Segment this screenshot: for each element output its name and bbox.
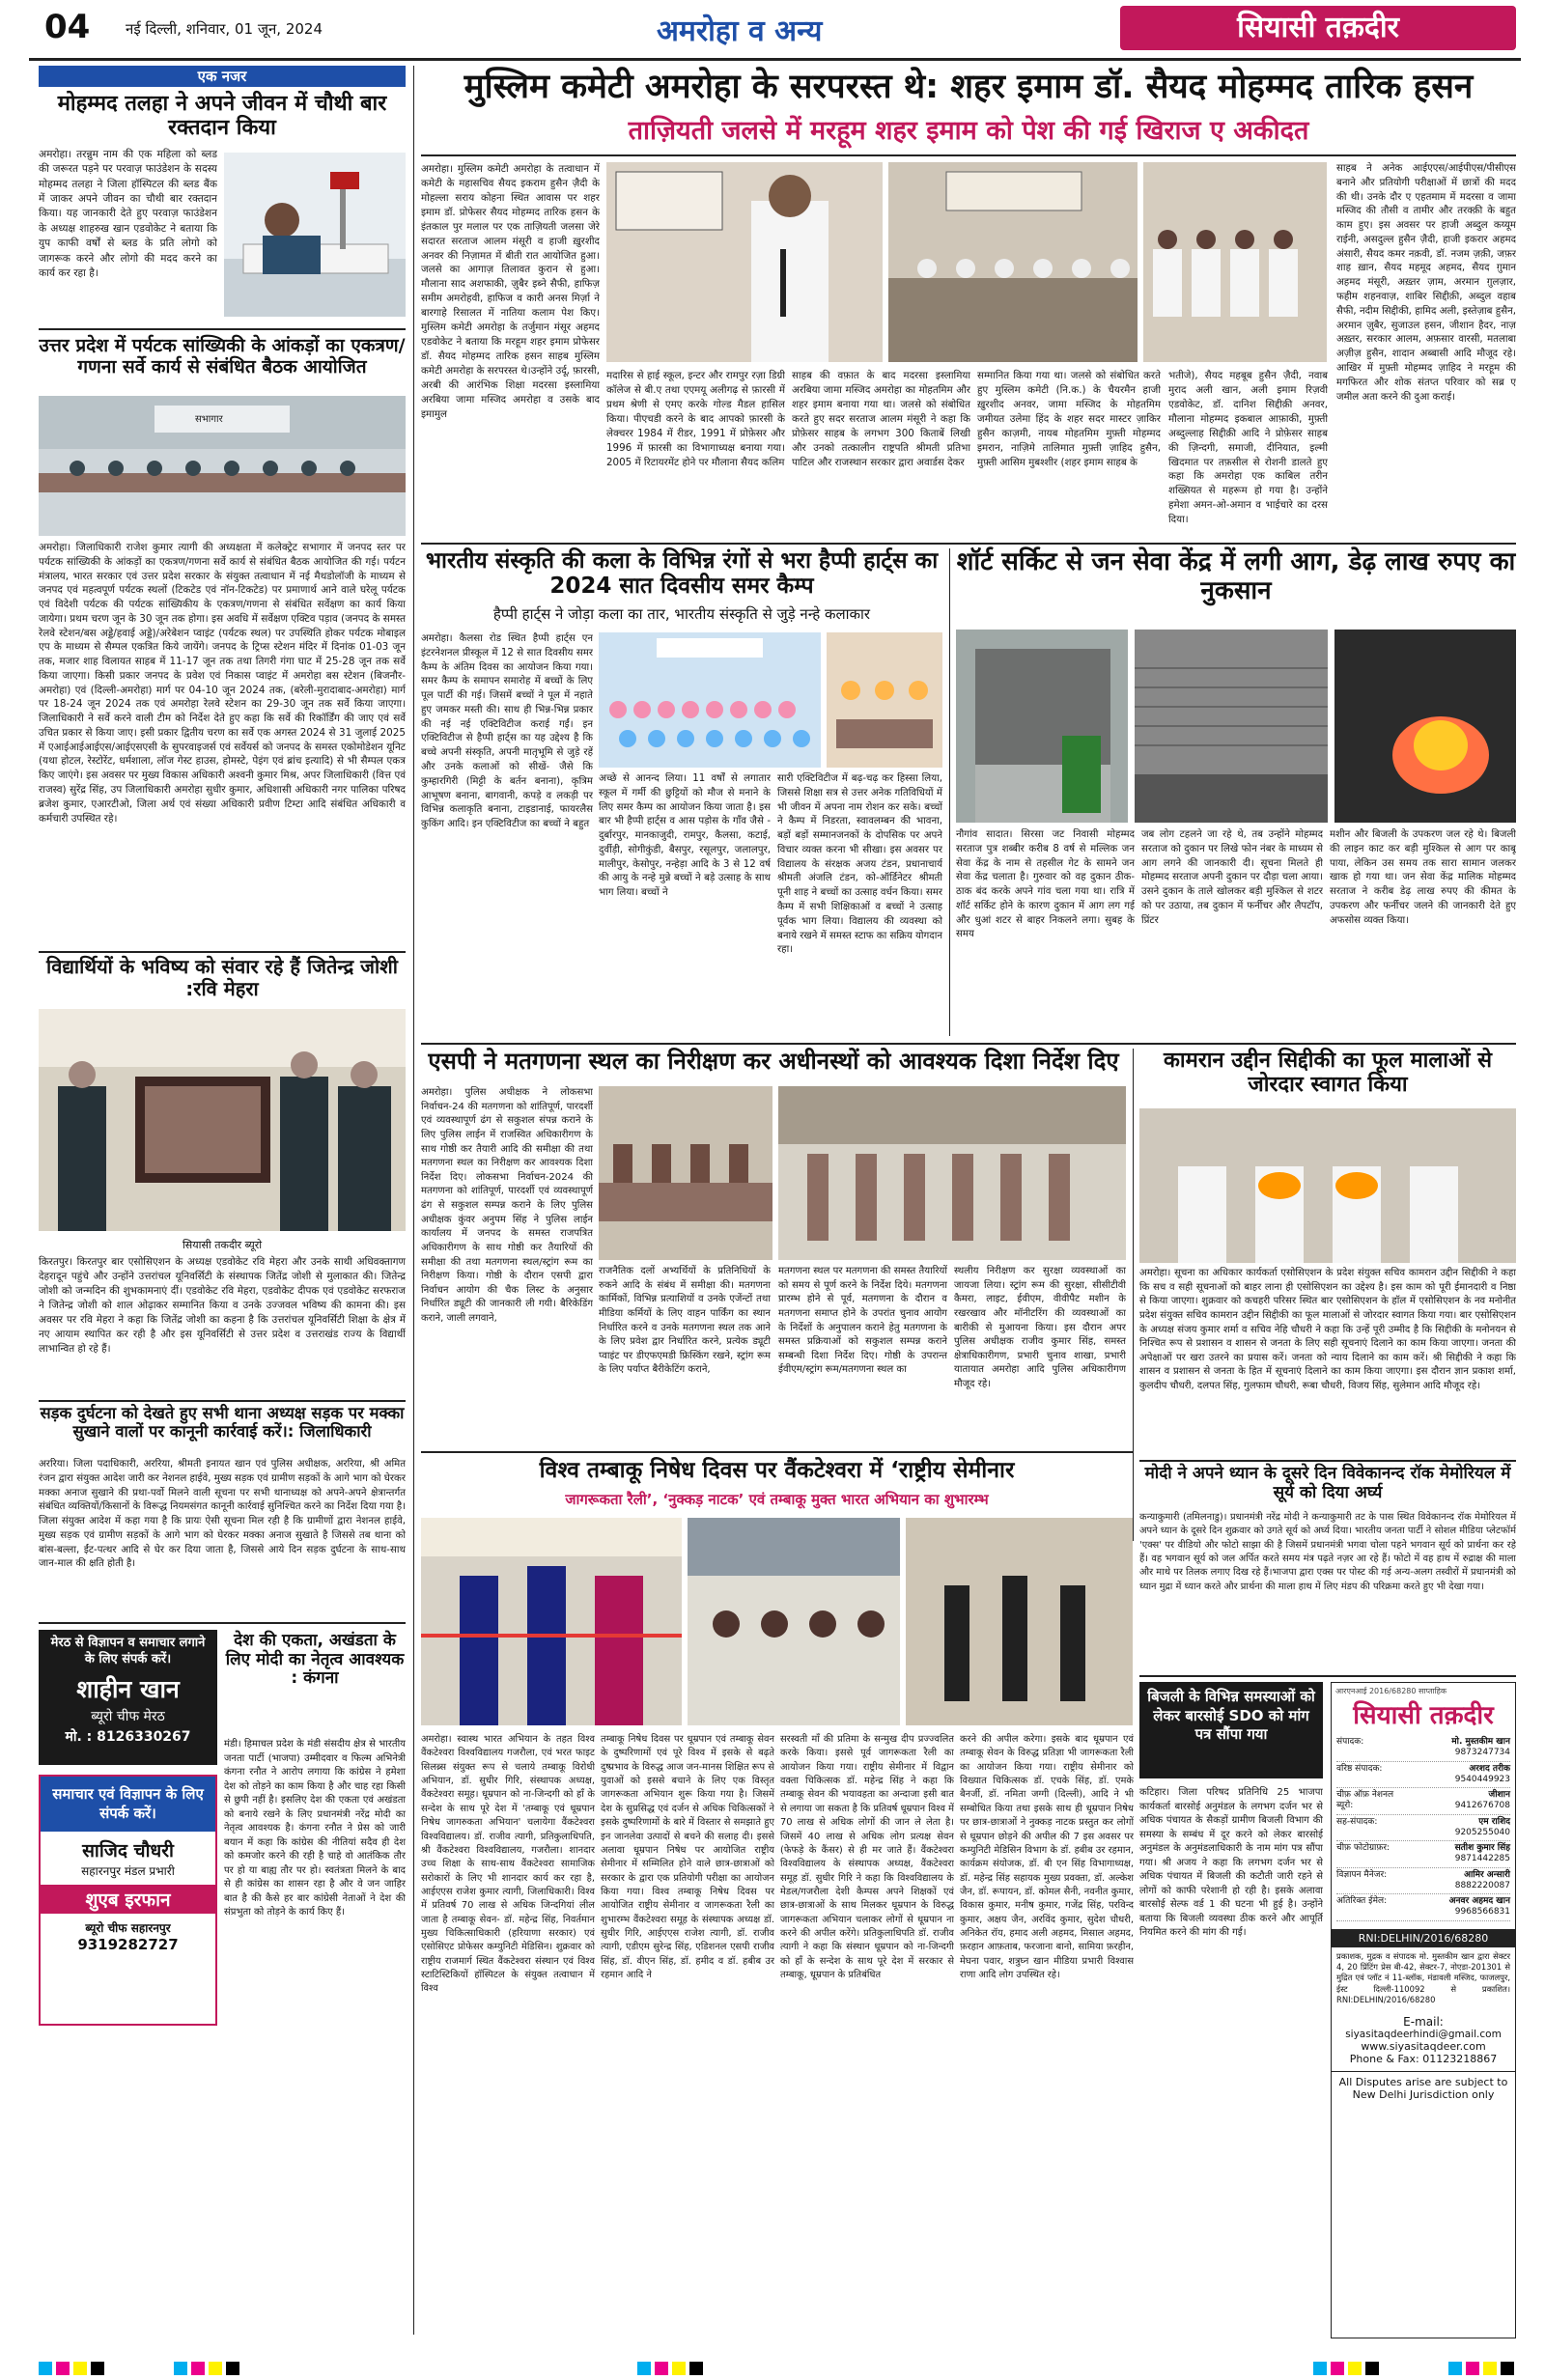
police-meeting-illustration: [599, 1086, 772, 1260]
lead-col6: साहब ने अनेक आईएएस/आईपीएस/पीसीएस बनाने और प्रतियोगी परीक्षाओं में छात्रों की मदद की थी। उनके दौर ए एहतमाम में मदरसा व जामा मस्जिद की तौसी व तामीर और तरक्क़ी के बहुत काम हुए। इस अवसर पर हाजी अब्दुल कय्यूम राईनी, असदुल्ल हुसैन ज़ैदी, हाजी इकरार अहमद अंसारी, सैयद कमर नक़वी, डॉ. नजम ज़क़ी, जफ़र शाह ख़ान, सैयद महमूद अहमद, सैयद ग़ुमान अहमद मंसूरी, अख़्तर ज़ाम, अरमान ग़ुलज़ार, फहीम शहनवाज़, शाबिर सिद्दीक़ी, अब्दुल वहाब सैफी, नदीम सिद्दीकी, हामिद अली, इस्तेज़ाब हुसैन, अरमान ज़ुबैर, सुजाउल हसन, जीशान हैदर, नाज़ अख़्तर, सरकार आलम, अफ़सार वारसी, मतलाबा अज़ीज़ हुसैन, शादान अब्बासी आदि मौजूद रहे। आखिर में मुफ़्ती मोहम्मद ज़ाहिद ने मरहूम की मगफिरत और शोक संतप्त परिवार को सब्र ए जमील अता करने की दुआ कराई।: [1336, 163, 1516, 403]
registration-marks: [0, 2358, 1545, 2379]
sp-col1: अमरोहा। पुलिस अधीक्षक ने लोकसभा निर्वाचन-24 की मतगणना को शांतिपूर्ण, पारदर्शी एवं व्यवस्थापूर्ण ढंग से सकुशल संपन्न कराने के लिए पुलिस लाईन में राजस्वित अधिकारीगण के साथ गोष्ठी कर तैयारी आदि की समीक्षा की तथा मतगणना स्थल का निरीक्षण कर आवश्यक दिशा निर्देश दिए। लोकसभा निर्वाचन-2024 की मतगणना को शांतिपूर्ण, पारदर्शी एवं व्यवस्थापूर्ण ढंग से सकुशल सम्पन्न कराने के लिए पुलिस अधीक्षक कुंवर अनुपम सिंह ने पुलिस लाईन कार्यालय में जनपद के समस्त राजपत्रित अधिकारीगण के साथ गोष्ठी कर तैयारियों की समीक्षा की तथा मतगणना स्थल/स्ट्रांग रूम का निरीक्षण किया। गोष्ठी के दौरान एसपी द्वारा निर्वाचन आयोग की चैक लिस्ट के अनुसार निर्धारित ड्यूटी की जानकारी ली गयी। बैरिकेडिंग कराने, जाली लगवाने,: [421, 1087, 593, 1324]
short-col2: जब लोग टहलने जा रहे थे, तब उन्होंने मोहम्मद सरताज को दुकान पर लिखे फोन नंबर के माध्यम से आग लगने की जानकारी दी। सूचना मिलते ही मोहम्मद सरताज अपनी दुकान पर दौड़ा चला आया। उसने दुकान के ताले खोलकर बड़ी मुश्किल से शटर को पर उठाया, तब दुकान में फर्नीचर और लैपटॉप, प्रिंटर: [1141, 829, 1323, 926]
imprint-name: अनवर अहमद खान: [1448, 1896, 1510, 1906]
ad-shaheen-line1: मेरठ से विज्ञापन व समाचार लगाने के लिए संपर्क करें।: [50, 1636, 206, 1666]
imprint-name: सतीश कुमार सिंह: [1454, 1843, 1510, 1853]
happy-col2: अच्छे से आनन्द लिया। 11 वर्षों से लगातार स्कूल में गर्मी की छुट्टियों को मौज से मनाने के लिए समर कैम्प का आयोजन किया जाता है। इस बार भी हैप्पी हार्ट्स व आस पड़ोस के गाँव जैसे - दुर्बारपुर, मानकाजुदी, रामपुर, कैलसा, कटाई, दुर्वीड़ी, सोगीकुंडी, बैसपुर, रसूलपुर, जलालपुर, मालीपुर, केसोपुर, नन्हेड़ा आदि के 3 से 12 वर्ष की आयु के नन्हे मुन्ने बच्चों ने बड़े उत्साह के साथ भाग लिया। बच्चों ने: [599, 773, 771, 899]
imprint-phone-number: 9412676708: [1454, 1801, 1510, 1811]
imprint-website[interactable]: www.siyasitaqdeer.com: [1361, 2040, 1486, 2054]
imprint-name: मो. मुस्तकीम खान: [1451, 1737, 1510, 1747]
imprint-row: [1336, 1815, 1510, 1842]
tambaku-photo-2: [688, 1518, 900, 1725]
tambaku-col3: सरस्वती माँ की प्रतिमा के सन्मुख दीप प्रज्ज्वलित करके किया। इससे पूर्व जागरूकता रैली का आयोजन किया गया। राष्ट्रीय सेमीनार में विद्वान वक्ता चिकित्सक डॉ. महेन्द्र सिंह ने कहा कि तम्बाकू सेवन की भयावहता का अन्दाजा इसी बात से लगाया जा सकता है कि प्रतिवर्ष धूम्रपान विश्व में 70 लाख से अधिक लोगों की जान ले लेता है। जिसमें 40 लाख से अधिक लोग प्रत्यक्ष सेवन (फेफड़े के कैंसर) से ही मर जाते हैं। वैंकटेश्वरा विश्वविद्यालय के संस्थापक अध्यक्ष, वैंकटेश्वरा समूह डॉ. सुधीर गिरि ने कहा कि विश्वविद्यालय के मेडल/गजरौला देशी कैम्पस अपने शिक्षकों एवं छात्र-छात्राओं के साथ मिलकर धूम्रपान के विरुद्ध जागरूकता अभियान चलाकर लोगों से धूम्रपान ना करने की अपील करेंगे। प्रतिकुलाधिपति डॉ. राजीव त्यागी ने कहा कि संस्थान धूम्रपान को ना-जिन्दगी को हाँ के सन्देश के साथ पूरे देश में सरकार से तम्बाकू, धूम्रपान के प्रतिबंधित: [780, 1734, 954, 1981]
tambaku-photo-3: [906, 1518, 1133, 1725]
lead-col4: सम्मानित किया गया था। जलसे को संबोधित करते हुए मुस्लिम कमेटी (नि.क.) के चैयरमैन हाजी ख़ुरशीद अनवर, जामा मस्जिद के मोहतमिम जमीयत उलेमा हिंद के शहर सदर मास्टर ज़ाकिर हुसैन काज़मी, नायब मोहतमिम मुफ़्ती मोहम्मद इमरान, नाज़िमे तालिमात मुफ़्ती ज़ाहिद हुसैन, मुफ़्ती आसिम मुबश्शीर (शहर इमाम साहब के: [977, 370, 1161, 468]
kids-crafts-illustration: [827, 632, 942, 768]
ek-nazar-body: अमरोहा। तरन्नुम नाम की एक महिला को ब्लड की जरूरत पड़ने पर परवाज़ फाउंडेशन के सदस्य मोहम्मद तलहा ने जिला हॉस्पिटल की ब्लड बैंक में जाकर अपने जीवन का चौथी बार रक्तदान किया। यह जानकारी देते हुए परवाज़ फाउंडेशन के अध्यक्ष शाहरुख खान एडवोकेट ने बताया कि युप काफी वर्षों से ब्लड के प्रति लोगो को जागरूक करने और लोगो की मदद करने का कार्य कर रहा है।: [39, 149, 217, 279]
short-photo-2: [1135, 630, 1328, 823]
imprint-phone-number: 9968566831: [1454, 1907, 1510, 1918]
short-photo-3: [1334, 630, 1516, 823]
imprint-person: [1413, 1764, 1510, 1786]
rule: [421, 1451, 1133, 1453]
tambaku-col2: तम्बाकू निषेध दिवस पर धूम्रपान एवं तम्बाकू सेवन के दुष्परिणामों एवं पूरे विश्व में इसके से बढ़ते दुष्प्रभाव के विरुद्ध आज जन-मानस शिक्षित रूप से युवाओं को इससे बचाने के लिए एक विस्तृत जागरूकता अभियान शुरू किया गया है। जिसमें देश के सुप्रसिद्ध एवं दर्जन से अधिक चिकित्सकों ने इसके दुष्परिणामों के बारे में विस्तार से समझाते हुए इन जानलेवा उत्पादों से बचने की सलाह दी। इससे अलावा धूम्रपान निषेध पर आयोजित राष्ट्रीय सेमीनार में सम्मिलित होने वाले छात्र-छात्राओं को सरकार के द्वारा एक प्रतियोगी परीक्षा का आयोजन किया गया। विश्व तम्बाकू निषेध दिवस पर आयोजित राष्ट्रीय सेमीनार व जागरूकता रैली का शुभारम्भ वैंकटेश्वरा समूह के संस्थापक अध्यक्ष डॉ. सुधीर गिरि, आईएएस राजेश त्यागी, डॉ. राजीव त्यागी, एडीएम सुरेन्द्र सिंह, एडिशनल एसपी राजीव सिंह, डॉ. वीएन सिंह, डॉ. हमीद व डॉ. हबीब उर रहमान आदि ने: [601, 1734, 774, 1981]
imprint-role: वरिष्ठ संपादक:: [1336, 1763, 1383, 1774]
kamran-body: अमरोहा। सूचना का अधिकार कार्यकर्ता एसोसिएशन के प्रदेश संयुक्त सचिव कामरान उद्दीन सिद्दीकी ने कहा कि सच व सही सूचनाओं को बाहर लाना ही एसोसिएशन का उद्देश्य है। इस काम को पूरी ईमानदारी व निष्ठा से किया जाएगा। शुक्रवार को कचहरी परिसर स्थित बार एसोसिएशन के हॉल में एसोसिएशन के नव मनोनीत प्रदेश संयुक्त सचिव कामरान उद्दीन सिद्दीकी का फूल मालाओं से जोरदार स्वागत किया गया। बार एसोसिएशन के अध्यक्ष संजय कुमार शर्मा व सचिव नेहि चौधरी ने कहा कि उन्हें पूरी उम्मीद है कि सिद्दीकी के मनोनयन से निश्चित रूप से प्रशासन व शासन से जनता के लिए सही सूचनाएं दिलाने का काम किया जाएगा। जनता की अपेक्षाओं पर खरा उतरने का प्रयास करें। जनता को न्याय दिलाने का काम करें। श्री सिद्दीकी ने कहा कि शासन व प्रशासन से जनता के हित में सूचनाएं दिलाने का काम किया जाएगा। इस दौरान ज्ञान प्रकाश शर्मा, कुलदीप चौधरी, दलपत सिंह, गुलफाम चौधरी, रूबा चौधरी, विजय सिंह, सुलेमान आदि मौजूद रहे।: [1139, 1268, 1516, 1391]
ad-sajid-name1: साजिद चौधरी: [82, 1839, 174, 1862]
ek-nazar-headline: मोहम्मद तलहा ने अपने जीवन में चौथी बार रक्तदान किया: [57, 92, 387, 141]
rule: [1133, 1049, 1134, 1541]
brand-banner: [1120, 6, 1516, 50]
imprint-row: [1336, 1894, 1510, 1921]
imprint-role: संपादक:: [1336, 1737, 1364, 1747]
masthead-rule: [29, 58, 1521, 61]
imprint-person: [1413, 1790, 1510, 1812]
imprint-brand: सियासी तक़दीर: [1353, 1701, 1494, 1730]
color-registration-strip: [0, 2358, 1545, 2379]
vidyarthi-body: किरतपुर। किरतपुर बार एसोसिएशन के अध्यक्ष एडवोकेट रवि मेहरा और उनके साथी अधिवक्तागण देहरादून पहुंचे और उन्होंने उत्तरांचल यूनिवर्सिटी के संस्थापक जितेंद्र जोशी से मुलाकात की। जितेन्द्र जोशी को जन्मदिन की शुभकामनाएं दीं। एडवोकेट रवि मेहरा, एडवोकेट दीपक एवं एडवोकेट सरफराज ने जितेन्द्र जोशी को शाल ओढ़ाकर सम्मानित किया व उनके उज्जवल भविष्य की कामना की। इस अवसर पर रवि मेहरा ने कहा कि जितेंद्र जोशी का कहना है कि उत्तरांचल यूनिवर्सिटी शिक्षा के क्षेत्र में नए आयाम स्थापित कर रही है और इस यूनिवर्सिटी से उत्तर प्रदेश व उत्तराखंड राज्य के विद्यार्थी लाभान्वित हो रहे हैं।: [39, 1256, 406, 1356]
imprint-role: चीफ़ फोटोग्राफ़र:: [1336, 1843, 1390, 1853]
ad-sajid: [39, 1775, 217, 2026]
rule: [413, 66, 414, 2335]
sp-photo-2: [778, 1086, 1126, 1260]
sadak-headline: सड़क दुर्घटना को देखते हुए सभी थाना अध्यक्ष सड़क पर मक्का सुखाने वालों पर कानूनी कार्रवाई करें।: जिलाधिकारी: [40, 1404, 405, 1441]
short-headline: शॉर्ट सर्किट से जन सेवा केंद्र में लगी आग, डेढ़ लाख रुपए का नुकसान: [956, 547, 1516, 605]
lead-photo-1: [606, 162, 883, 362]
imprint-role: अतिरिक्त ईमेल:: [1336, 1896, 1388, 1906]
happy-photo-2: [827, 632, 942, 768]
short-col1: नौगांव सादात। सिरसा जट निवासी मोहम्मद सरताज पुत्र शब्बीर करीब 8 वर्ष से मल्लिक जन सेवा केंद्र के नाम से तहसील गेट के सामने जन सेवा केंद्र चलाता है। गुरुवार को वह दुकान ठीक-ठाक बंद करके अपने गांव चला गया था। रात्रि में शॉर्ट सर्किट होने के कारण दुकान में आग लग गई और धुआं शटर से बाहर निकलने लगा। सुबह के समय: [956, 829, 1135, 940]
lead-col3: साहब की वफ़ात के बाद मदरसा इस्लामिया अरबिया जामा मस्जिद अमरोहा का मोहतमिम और शहर इमाम बनाया गया था। जलसे को संबोधित करते हुए सदर सरताज आलम मंसूरी ने कहा कि प्रोफ़ेसर साहब के लगभग 300 किताबें लिखी और उनको तत्कालीन राष्ट्रपति श्रीमती प्रतिभा पाटिल और राजस्थान सरकार द्वारा अवार्डस देकर: [792, 370, 970, 468]
blood-donation-illustration: [224, 153, 406, 317]
imprint-name: अरशद तरीक: [1469, 1763, 1510, 1774]
vidyarthi-headline: विद्यार्थियों के भविष्य को संवार रहे हैं जितेन्द्र जोशी :रवि मेहरा: [46, 955, 398, 1000]
tambaku-photo-1: [421, 1518, 682, 1725]
lead-headline: मुस्लिम कमेटी अमरोहा के सरपरस्त थे: शहर इमाम डॉ. सैयद मोहम्मद तारिक हसन: [464, 68, 1474, 106]
ad-sajid-title1: सहारनपुर मंडल प्रभारी: [81, 1863, 175, 1878]
happy-col1: अमरोहा। कैलसा रोड स्थित हैप्पी हार्ट्स एन इंटरनेशनल प्रीस्कूल में 12 से सात दिवसीय समर कैम्प के अंतिम दिवस का आयोजन किया गया। समर कैम्प के समापन समारोह में बच्चों के लिए पूल पार्टी की गई। जिसमें बच्चों ने पूल में नहाते हुए जमकर मस्ती की। साथ ही भिन्न-भिन्न प्रकार की नई नई एक्टिविटीज कराई गईं। इन एक्टिविटीज से हैप्पी हार्ट्स का यह उद्देश्य है कि बच्चे अपनी संस्कृति, अपनी मातृभूमि से जुड़े रहें और उनके कलाओं को सीखें- जैसे कि कुम्हारगिरी (मिट्टी के बर्तन बनाना), कृत्रिम आभूषण बनाना, बागवानी, कपड़े व लकड़ी पर विभिन्न कलाकृति बनाना, टाइडानाई, फायरलैस कुकिंग आदि। इन एक्टिविटीज का बच्चों ने बहुत: [421, 633, 593, 830]
vidyarthi-photo-credit: सियासी तकदीर ब्यूरो: [182, 1239, 263, 1251]
shutter-illustration: [1135, 630, 1328, 823]
lead-col1: अमरोहा। मुस्लिम कमेटी अमरोहा के तत्वाधान में कमेटी के महासचिव सैयद इकराम हुसैन ज़ैदी के मोहल्ला सराय कोहना स्थित आवास पर शहर इमाम डॉ. प्रोफेसर सैयद मोहम्मद तारिक हसन के इंतकाल पुर मलाल पर एक ताज़ियती जलसा जेरे सदारत सरताज आलम मंसूरी व हाजी ख़ुरशीद अनवर की निज़ामत में बीती रात आयोजित हुआ। जलसे का आगाज़ तिलावत कुरान से हुआ। मौलाना साद अशफाकी, ज़ुबैर इब्ने सैफी, हाफिज़ समीम अमरोहवी, हाफिज व कारी अनस मिर्ज़ा ने बारगाहे रिसालत में नातिया कलाम पेश किए। मुस्लिम कमेटी अमरोहा के तर्जुमान मंसूर अहमद एडवोकेट ने बताया कि मरहूम शहर इमाम प्रोफेसर डॉ. सैयद मोहम्मद तारिक हसन साहब मुस्लिम कमेटी अमरोहा के सरपरस्त थे।उन्होंने उर्दू, फ़ारसी, अरबी की आरंभिक शिक्षा मदरसा इस्लामिया अरबिया जामा मस्जिद अमरोहा व उसके बाद इमामुल: [421, 163, 600, 420]
sp-headline: एसपी ने मतगणना स्थल का निरीक्षण कर अधीनस्थों को आवश्यक दिशा निर्देश दिए: [428, 1048, 1119, 1075]
kangana-headline: देश की एकता, अखंडता के लिए मोदी का नेतृत्व आवश्यक : कंगना: [225, 1631, 405, 1689]
rule: [39, 1400, 406, 1402]
imprint-rni: RNI:DELHIN/2016/68280: [1332, 1929, 1515, 1947]
sadak-body: अररिया। जिला पदाधिकारी, अररिया, श्रीमती इनायत खान एवं पुलिस अधीक्षक, अररिया, श्री अमित रंजन द्वारा संयुक्त आदेश जारी कर नेशनल हाईवे, मुख्य सड़क एवं ग्रामीण सड़कों के आगे भाग को घेरकर मक्का अनाज सुखाने की प्रथा-पर्वो मिलने वाली सूचना पर सभी थानाध्यक्ष को अपने-अपने क्षेत्रान्तर्गत संबंधित व्यक्तियों/किसानों के विरूद्ध नियमसंगत कानूनी कार्रवाई सुनिश्चित करने का निर्देश दिया गया है। जिला संयुक्त आदेश में कहा गया है कि प्रायः ऐसी सूचना मिल रही है कि ग्रामीणों द्वारा नेशनल हाईवे, मुख्य सड़क एवं ग्रामीण सड़कों के आगे भाग को घेरकर मक्का अनाज सुखाते है जिससे तब थाना को बांस-बल्ला, ईंट-पत्थर आदि से घेर कर दिया जाता है, जिससे आये दिन सड़क दुर्घटना के साथ-साथ जान-माल की क्षति होती है।: [39, 1459, 406, 1570]
shop-front-illustration: [956, 630, 1128, 823]
imprint-phone-number: 9873247734: [1454, 1748, 1510, 1758]
page-number: 04: [44, 8, 91, 46]
seminar-illustration: [688, 1518, 900, 1725]
happy-subhead: हैप्पी हार्ट्स ने जोड़ा कला का तार, भारतीय संस्कृति से जुड़े नन्हे कलाकार: [492, 605, 871, 623]
street-play-illustration: [906, 1518, 1133, 1725]
ad-sajid-phone2: 9319282727: [77, 1935, 179, 1953]
imprint-role: चीफ़ ऑफ़ नेशनल ब्यूरो:: [1336, 1790, 1394, 1811]
imprint-row: [1336, 1762, 1510, 1789]
lead-col2: मदारिस से हाई स्कूल, इन्टर और रामपुर रज़ा डिग्री कॉलेज से बी.ए तथा एएमयू अलीगढ़ से फ़ारसी में प्रथम श्रेणी से एमए करके गोल्ड मैडल हासिल किया। पीएचडी करने के बाद आपको फ़ारसी के लेक्चरर 1984 में रीडर, 1991 में प्रोफ़ेसर और 1996 में फ़ारसी का विभागाध्यक्ष बनाया गया। 2005 में रिटायरमेंट होने पर मौलाना सैयद कलिम: [606, 370, 785, 468]
rule: [39, 1622, 406, 1624]
bijli-body: कटिहार। जिला परिषद प्रतिनिधि 25 भाजपा कार्यकर्ता बारसोई अनुमंडल के लगभग दर्जन भर से अधिक पंचायत के सैकड़ों ग्रामीण बिजली विभाग की समस्या के सम्बंध में दूर करने को लेकर बारसोई अनुमंडल के अनुमंडलाधिकारी के नाम मांग पत्र सौंपा गया। श्री अजय ने कहा कि लगभग दर्जन भर से अधिक पंचायत में बिजली की कटौती जारी रहने से लोगों को काफी परेशानी हो रही है। इसके अलावा बारसोई सेल्फ वर्ड 1 की घटना भी हुई है। उन्होंने बताया कि बिजली व्यवस्था ठीक करने और आपूर्ति नियमित करने की मांग की गई।: [1139, 1787, 1323, 1938]
imprint-phone-number: 9540449923: [1454, 1774, 1510, 1784]
modi-headline: मोदी ने अपने ध्यान के दूसरे दिन विवेकानन्द रॉक मेमोरियल में सूर्य को दिया अर्घ्य: [1144, 1464, 1511, 1502]
vidyarthi-photo: [39, 1009, 406, 1231]
paryatan-body: अमरोहा। जिलाधिकारी राजेश कुमार त्यागी की अध्यक्षता में कलेक्ट्रेट सभागार में जनपद स्तर पर पर्यटक सांख्यिकी के आंकड़ों का एकत्रण/गणना सर्वे कार्य से संबंधित बैठक आयोजित की गई। पर्यटन मंत्रालय, भारत सरकार एवं उत्तर प्रदेश सरकार के संयुक्त तत्वाधान में नई मैथडोलॉजी के माध्यम से जनपद एवं महत्वपूर्ण पर्यटक स्थलों (टिकटेड एवं नॉन-टिकटेड) पर प्रमाणार्थ आने वाले घरेलू पर्यटक एवं विदेशी पर्यटक की पर्यटक सांख्यिकीय के एकत्रण/गणना से संबंधित सर्वेक्षण का कार्य किया जायेगा। प्रथम चरण जून के 30 जून तक होगा। इस अवधि में सर्वेक्षण एक्टिव पड़ाव (जनपद के समस्त रेलवे स्टेशन/बस अड्डे/हवाई अड्डे)/अरेबेशन प्वाइंट (पर्यटक स्थल) पर उपस्थिति होकर पर्यटक मोबाइल एप के माध्यम से सैम्पल एकत्रित किये जायेंगे। जनपद के ट्रिप्स स्टेशन मंदिर में दिनांक 01-03 जून तक, मजार शाह विलायत साहब में 11-17 जून तक तथा तिगरी गंगा घाट में 25-28 जून तक सर्वे किया जाएगा। किसी प्रकार जनपद के प्रवेश एवं निकास प्वाइंट में अमरोहा बस स्टेशन (बिजनौर-अमरोहा) एवं (दिल्ली-अमरोहा) मार्ग पर 04-10 जून 2024 तक, (बरेली-मुरादाबाद-अमरोहा) मार्ग पर 18-24 जून 2024 तक एवं अमरोहा रेलवे स्टेशन का 29-30 जून तक सर्वे किया जाएगा। जिलाधिकारी ने सर्वे करने वाली टीम को निर्देश देते हुए कहा कि सर्वे की रिकॉर्डिंग की जाए एवं सर्वे उचित प्रकार से किया जाए। इसी प्रकार द्वितीय चरण का सर्वे एक अगस्त 2024 से 31 जुलाई 2025 में एआईआईआईएस/आईएसएसी के सुपरवाइजर्स एवं सर्वेयर्स को जनपद के समस्त एकोमोडेशन यूनिट (यथा होटल, रेस्टोरेंट, धर्मशाला, लॉज गेस्ट हाउस, होमस्टे, पेइंग एवं ब्रांच इत्यादि) से भी सैम्पल एकत्र किए जाएंगे। इस अवसर पर मुख्य विकास अधिकारी अश्वनी कुमार मिश्र, अपर जिलाधिकारी (वित्त एवं राजस्व) सुरेंद्र सिंह, उप जिलाधिकारी अमरोहा सुधीर कुमार, अधिशासी अधिकारी नगर पालिका परिषद ब्रजेश कुमार, एआरटीओ, जिला अर्थ एवं संख्या अधिकारी प्रवीण टिम्टा आदि संबंधित अधिकारी व कर्मचारी उपस्थित रहे।: [39, 542, 406, 825]
ek-nazar-label-text: एक नजर: [197, 68, 247, 85]
paryatan-photo: [39, 396, 406, 536]
lead-photo-2: [888, 162, 1138, 362]
rule: [1139, 1675, 1516, 1677]
sp-col2: राजनैतिक दलों अभ्यर्थियों के प्रतिनिधियों के रुकने आदि के संबंध में समीक्षा की। मतगणना कार्मिकों, विभिन्न प्रत्याशियों व उनके एजेंन्टों तथा मीडिया कर्मियों के लिए वाहन पार्किंग का स्थान निर्धारित करने व उनके मतगणना स्थल तक आने के लिए प्रवेश द्वार निर्धारित करने, प्रत्येक ड्यूटी प्वाइंट पर डीएफएमडी फ्रिस्किंग रखने, स्ट्रांग रूम के लिए पर्याप्त बैरीकेटिंग कराने,: [599, 1266, 771, 1376]
date-line: नई दिल्ली, शनिवार, 01 जून, 2024: [126, 20, 323, 38]
short-col3: मशीन और बिजली के उपकरण जल रहे थे। बिजली की लाइन काट कर बड़ी मुश्किल से आग पर काबू पाया, लेकिन उस समय तक सारा सामान जलकर खाक हो गया था। जन सेवा केंद्र मालिक मोहम्मद सरताज ने करीब डेढ़ लाख रुपए की कीमत के उपकरण और फर्नीचर जलने की जानकारी देते हुए अफसोस व्यक्त किया।: [1330, 829, 1516, 926]
fire-illustration: [1334, 630, 1516, 823]
ek-nazar-label: [39, 66, 406, 87]
imprint-email-label: E-mail:: [1403, 2015, 1444, 2030]
imprint-phone-number: 8882220087: [1454, 1880, 1510, 1890]
ad-shaheen-name: शाहीन खान: [76, 1674, 180, 1703]
sp-photo-1: [599, 1086, 772, 1260]
rule: [1139, 1460, 1516, 1462]
rule: [421, 154, 1516, 156]
lead-photo-3: [1143, 162, 1327, 362]
tambaku-col1: अमरोहा। स्वास्थ भारत अभियान के तहत विश्व वैंकटेश्वरा विश्वविद्यालय गजरौला, एवं भरत फाइट सिलब्र्स संयुक्त रूप से चलाये तम्बाकू विरोधी अभियान, डॉ. सुधीर गिरि, संस्थापक अध्यक्ष, वैंकटेश्वरा समूह। धूम्रपान को ना-जिन्दगी को हाँ के सन्देश के साथ पूरे देश में 'तम्बाकू एवं धूम्रपान निषेध जागरुकता अभियान' चलायेगा वैंकटेश्वरा विश्वविद्यालय। डॉ. राजीव त्यागी, प्रतिकुलाधिपति, श्री वैंकटेश्वरा विश्वविद्यालय, गजरौला। शानदार उच्च शिक्षा के साथ-साथ वैंकटेश्वरा सामाजिक सरोकारों के लिए भी शानदार कार्य कर रहा है, आईएएस राजेश कुमार त्यागी, जिलाधिकारी। विश्व में प्रतिवर्ष 70 लाख से अधिक जिन्दगियां लील जाता है तम्बाकू सेवन- डॉ. महेन्द्र सिंह, निवर्तमान मुख्य चिकित्साधिकारी (हरियाणा सरकार) एवं एसोसिएट प्रोफेसर कम्युनिटी मेडिसिन। शुक्रवार को राष्ट्रीय राजमार्ग स्थित वैंकटेश्वरा संस्थान एवं विश्व स्टाटिस्टिकियों हॉस्पिटल के संयुक्त तत्वाधान में विश्व: [421, 1734, 595, 1995]
ad-shaheen-title: ब्यूरो चीफ मेरठ: [91, 1708, 165, 1724]
short-photo-1: [956, 630, 1128, 823]
brand-name: सियासी तक़दीर: [1237, 11, 1399, 44]
happy-photo-1: [599, 632, 821, 768]
imprint-row: [1336, 1841, 1510, 1868]
ad-sajid-line1: समाचार एवं विज्ञापन के लिए संपर्क करें।: [41, 1777, 215, 1832]
kamran-photo: [1139, 1108, 1516, 1263]
imprint-person: [1413, 1817, 1510, 1839]
masthead: [0, 0, 1545, 58]
kamran-headline: कामरान उद्दीन सिद्दीकी का फूल मालाओं से जोरदार स्वागत किया: [1163, 1049, 1493, 1098]
modi-body: कन्याकुमारी (तमिलनाडु)। प्रधानमंत्री नरेंद्र मोदी ने कन्याकुमारी तट के पास स्थित विवेकानन्द रॉक मेमोरियल में अपने ध्यान के दूसरे दिन शुक्रवार को उगते सूर्य को अर्घ्य दिया। भारतीय जनता पार्टी ने सोशल मीडिया प्लेटफॉर्म 'एक्स' पर वीडियो और फोटो साझा की है जिसमें प्रधानमंत्री भगवा चोला पहने भगवान सूर्य को प्रार्थना कर रहे हैं। वह भगवान सूर्य को जल अर्पित करते समय मंत्र पढ़ते नज़र आ रहे हैं। फोटो में वह हाथ में रुद्राक्ष की माला और माथे पर तिलक लगाए दिख रहे हैं।भाजपा द्वारा एक्स पर पोस्ट की गई अन्य-अलग तस्वीरों में प्रधानमंत्री को ध्यान मुद्रा में ध्यान करते और प्रार्थना की माला हाथ में लिए मंडप की परिक्रमा करते हुए भी देखा गया।: [1139, 1512, 1516, 1592]
garland-welcome-illustration: [1139, 1108, 1516, 1263]
imprint-fine-print: प्रकाशक, मुद्रक व संपादक मो. मुस्तकीम खान द्वारा सेक्टर 4, 20 प्रिंटिंग प्रेस बी-42, सेक्टर-7, नोएडा-201301 से मुद्रित एवं प्लॉट नं 11-ब्लॉक, मंडावली मस्जिद, फाजलपुर, ईस्ट दिल्ली-110092 से प्रकाशित। RNI:DELHIN/2016/68280: [1336, 1950, 1510, 2004]
imprint-rows: [1332, 1731, 1515, 1925]
happy-col3: सारी एक्टिविटीज में बढ़-चढ़ कर हिस्सा लिया, जिससे शिक्षा सत्र से उत्तर अनेक गतिविधियों में भी जीवन में अपना नाम रोशन कर सके। बच्चों ने कैम्प में निडरता, स्वावलम्बन की भावना, बड़ों बड़ों सम्मानजनकों के दोपसिक पर अपने विचार व्यक्त करना भी सीखा। इस अवसर पर विद्यालय के संरक्षक अजय टंडन, प्रधानाचार्य श्रीमती अंजलि टंडन, को-ऑर्डिनेटर श्रीमती पूनी शाह ने बच्चों का उत्साह वर्धन किया। समर कैम्प में सभी शिक्षिकाओं व बच्चों ने उत्साह पूर्वक भाग लिया। विद्यालय की व्यवस्था को बनाये रखने में समस्त स्टाफ का सक्रिय योगदान रहा।: [777, 773, 942, 956]
imprint-name: जीशान: [1488, 1790, 1510, 1800]
paryatan-photo-caption: सभागार: [195, 414, 223, 425]
rule: [39, 328, 406, 330]
rule: [421, 543, 1516, 545]
blood-donation-photo: [224, 153, 406, 317]
ad-shaheen: [39, 1630, 217, 1765]
paryatan-headline: उत्तर प्रदेश में पर्यटक सांख्यिकी के आंकड़ों का एकत्रण/गणना सर्वे कार्य से संबंधित बैठक आयोजित: [39, 335, 406, 378]
imprint-row: [1336, 1868, 1510, 1895]
imprint-name: आमिर अन्सारी: [1464, 1869, 1510, 1880]
bijli-headline: बिजली के विभिन्न समस्याओं को लेकर बारसोई SDO को मांग पत्र सौंपा गया: [1147, 1688, 1315, 1743]
imprint-person: [1413, 1870, 1510, 1892]
kangana-body: मंडी। हिमाचल प्रदेश के मंडी संसदीय क्षेत्र से भारतीय जनता पार्टी (भाजपा) उम्मीदवार व फिल्म अभिनेत्री कंगना रनौत ने आरोप लगाया कि कांग्रेस ने हमेशा देश को तोड़ने का काम किया है और चाह रहा किसी से छुपी नहीं है। इसलिए देश की एकता एवं अखंडता को बनाये रखने के लिए प्रधानमंत्री नरेंद्र मोदी का नेतृत्व आवश्यक है। कंगना रनौत ने प्रेस को जारी बयान में कहा कि कांग्रेस की नीतियां सदैव ही देश को कमजोर करने की रही है चाहे वो आतंकिक तौर पर हो या बाह्य तौर पर हो। स्वतंत्रता मिलने के बाद से ही कांग्रेस का शासन रहा है और वे जन जाहिर बात है की कैसे हर बार कांग्रेसी नेताओं ने देश की संप्रभुता को तोड़ने के कार्य किए हैं।: [224, 1739, 406, 1918]
kids-group-illustration: [599, 632, 821, 768]
section-title: अमरोहा व अन्य: [657, 14, 823, 48]
ad-sajid-title2: ब्यूरो चीफ सहारनपुर: [85, 1920, 171, 1935]
audience-illustration: [1143, 162, 1327, 362]
imprint-jurisdiction: All Disputes arise are subject to New Delhi Jurisdiction only: [1332, 2071, 1515, 2101]
imprint-phone-number: 9871442285: [1454, 1854, 1510, 1864]
imprint-small-label: आरएनआई 2016/68280 साप्ताहिक: [1335, 1687, 1447, 1695]
rule: [421, 1043, 1516, 1045]
imprint-phone: Phone & Fax: 01123218867: [1349, 2053, 1498, 2066]
ad-shaheen-phone: मो. : 8126330267: [65, 1728, 191, 1745]
rule: [949, 548, 950, 1036]
imprint-row: [1336, 1735, 1510, 1762]
imprint-email[interactable]: siyasitaqdeerhindi@gmail.com: [1345, 2029, 1502, 2041]
tambaku-col4: करने की अपील करेगा। इसके बाद धूम्रपान एवं तम्बाकू सेवन के विरुद्ध प्रतिज्ञा भी जागरूकता रैली का आयोजन किया गया। राष्ट्रीय सेमीनार को विख्यात चिकित्सक डॉ. एचके सिंह, डॉ. एमके बैनर्जी, डॉ. नमिता जग्गी (दिल्ली), आदि ने भी सम्बोधित किया तथा इसके साथ ही धूम्रपान निषेध पर छात्र-छात्राओं ने नुक्कड़ नाटक प्रस्तुत कर लोगों से धूम्रपान छोड़ने की अपील की 7 इस अवसर पर कम्युनिटी मेडिसिन विभाग के डॉ. हबीब उर रहमान, कार्यक्रम संयोजक, डॉ. बी एन सिंह विभागाध्यक्ष, डॉ. महेन्द्र सिंह सहायक मुख्य प्रवक्ता, डॉ. अल्केश जैन, डॉ. रूपायन, डॉ. कोमल सैनी, नवनीत कुमार, विकास कुमार, मनीष कुमार, गजेंद्र सिंह, परविन्द कुमार, अक्षय जैन, अरविंद कुमार, सुदेश चौधरी, अनिकेत रॉय, हमाद अली अहमद, मिसाल अहमद, फ़रहान आफ़ताब, फरजाना बानो, सामिया फ़रहीन, मेघना पवार, शत्रुघ्न खान मीडिया प्रभारी विश्वास राणा आदि लोग उपस्थित रहे।: [960, 1734, 1134, 1981]
tambaku-subhead: जागरूकता रैली’, ‘नुक्कड़ नाटक’ एवं तम्बाकू मुक्त भारत अभियान का शुभारम्भ: [565, 1491, 989, 1508]
imprint-role: सह-संपादक:: [1336, 1816, 1378, 1827]
gathering-illustration: [888, 162, 1138, 362]
ribbon-cutting-illustration: [421, 1518, 682, 1725]
imprint-role: विज्ञापन मैनेजर:: [1336, 1869, 1388, 1880]
lead-col5: भतीजे), सैयद महबूब हुसैन ज़ैदी, नवाब मुराद अली खान, अली इमाम रिज़वी एडवोकेट, डॉ. दानिश सिद्दीक़ी अनवर, मौलाना मोहम्मद इकबाल आफ़ाकी, मुफ़्ती अब्दुल्लाह सिद्दीक़ी आदि ने प्रोफ़ेसर साहब की ज़िन्दगी, समाजी, दीनियात, इल्मी खिदमात पर तफ़सील से रोशनी डालते हुए कहा कि अमरोहा एक काबिल तरीन शख्सियत से महरूम हो गया है। उन्होंने हमेशा अमन-ओ-अमान व भाईचारे का दरस दिया।: [1168, 370, 1328, 526]
lead-subhead: ताज़ियती जलसे में मरहूम शहर इमाम को पेश की गई खिराज ए अकीदत: [628, 116, 1309, 146]
imprint-person: [1413, 1896, 1510, 1918]
imprint-phone-number: 9205255040: [1454, 1827, 1510, 1837]
tambaku-headline: विश्व तम्बाकू निषेध दिवस पर वैंकटेश्वरा में ‘राष्ट्रीय सेमीनार: [539, 1458, 1015, 1483]
imprint-row: [1336, 1788, 1510, 1815]
ad-sajid-name2: शुएब इरफान: [41, 1885, 215, 1914]
imprint-box: [1331, 1682, 1516, 2338]
imprint-person: [1413, 1843, 1510, 1865]
speaker-mic-illustration: [606, 162, 883, 362]
sp-col3: मतगणना स्थल पर मतगणना की समस्त तैयारियों को समय से पूर्ण करने के निर्देश दिये। मतगणना प्रारम्भ होने से पूर्व, मतगणना के दौरान व मतगणना समाप्त होने के उपरांत चुनाव आयोग के निर्देशों के अनुपालन कराने हेतु मतगणना के समस्त प्रक्रियाओं को सकुशल सम्पन्न कराने सम्बन्धी दिशा निर्देश दिए। गोष्ठी के उपरान्त ईवीएम/स्ट्रांग रूम/मतगणना स्थल का: [778, 1266, 947, 1376]
imprint-person: [1413, 1737, 1510, 1759]
sp-col4: स्थलीय निरीक्षण कर सुरक्षा व्यवस्थाओं का जायजा लिया। स्ट्रांग रूम की सुरक्षा, सीसीटीवी कैमरा, लाइट, ईवीएम, वीवीपैट मशीन के रखरखाव और मॉनीटरिंग की व्यवस्थाओं का बारीकी से मुआयना किया। इस दौरान अपर पुलिस अधीक्षक राजीव कुमार सिंह, समस्त क्षेत्राधिकारीगण, प्रभारी चुनाव शाखा, प्रभारी यातायात अमरोहा आदि पुलिस अधिकारीगण मौजूद रहे।: [954, 1266, 1126, 1389]
bijli-box: [1139, 1682, 1323, 1778]
felicitation-illustration: [39, 1009, 406, 1231]
happy-headline: भारतीय संस्कृति की कला के विभिन्न रंगों से भरा हैप्पी हार्ट्स का 2024 सात दिवसीय समर कैम्प: [425, 548, 939, 600]
police-inspection-illustration: [778, 1086, 1126, 1260]
rule: [39, 951, 406, 953]
imprint-name: एम राशिद: [1478, 1816, 1510, 1827]
